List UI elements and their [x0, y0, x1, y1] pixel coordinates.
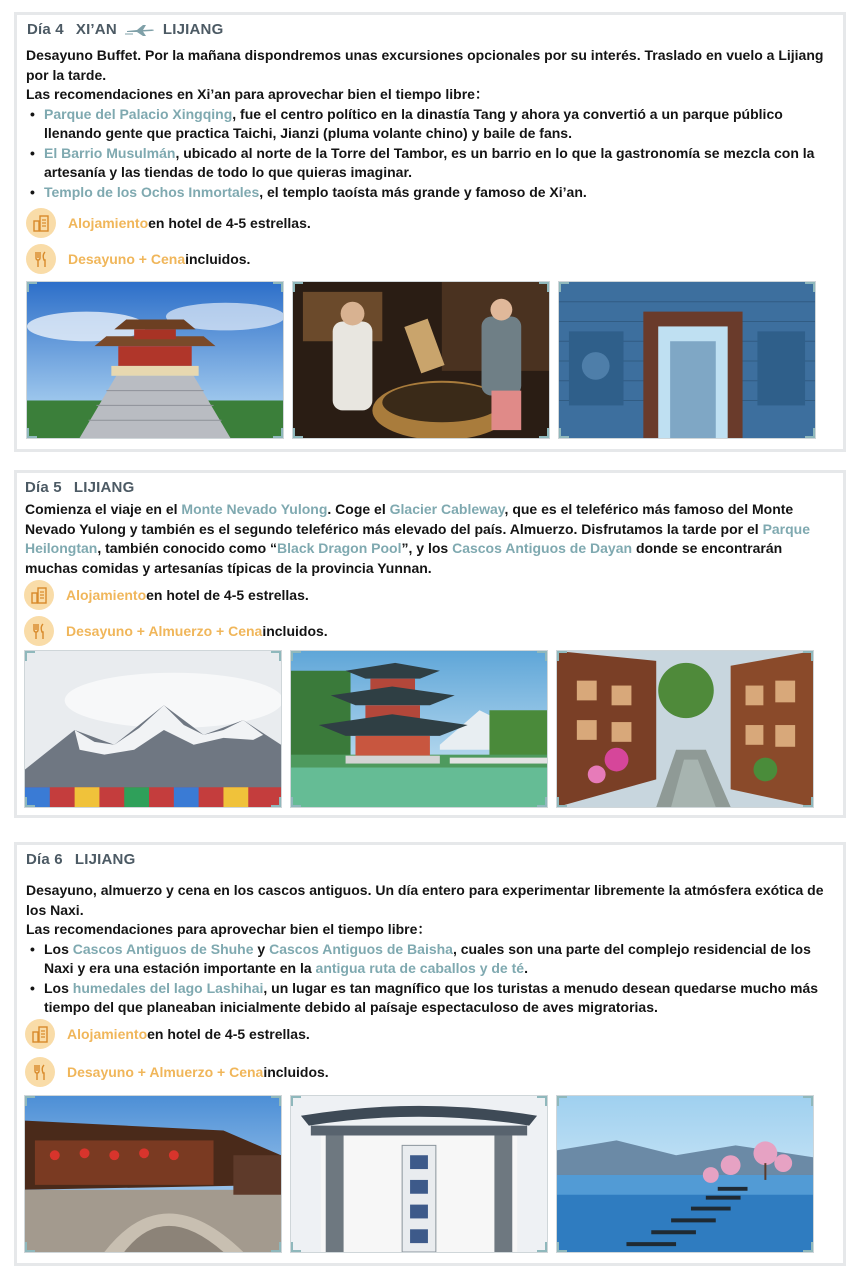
meals-row [24, 616, 328, 646]
meals-text: incluidos. [263, 1064, 329, 1080]
day-5-title [25, 479, 142, 496]
photo-muslim-quarter [292, 281, 550, 439]
photo-shuhe-old-town [24, 1095, 282, 1253]
day-6-card [14, 842, 846, 1266]
city: LIJIANG [73, 479, 135, 496]
place-link[interactable]: Glacier Cableway [389, 501, 505, 517]
place-link[interactable]: Parque Heilongtan [25, 520, 811, 556]
day-4-rec-list [26, 105, 831, 203]
hotel-building-icon [25, 1019, 55, 1049]
day-5-description: Comienza el viaje en el Monte Nevado Yulong. Coge el Glacier Cableway, que es el teleférico más famoso del Monte Nevado Yulong y también es el segundo teleférico más elevado del país. Almuerzo. Disfrutamos la tarde por el Parque Heilongtan, también conocido como “Black Dragon Pool”, y los Cascos Antiguos de Dayan donde se encontrarán muchas comidas y artesanías típicas de la provincia Yunnan. [25, 501, 811, 576]
day-5-photos [24, 650, 814, 808]
day-4-photos [26, 281, 816, 439]
place-link[interactable]: Monte Nevado Yulong [181, 501, 328, 517]
lodging-row [24, 580, 309, 610]
day-number: Día 5 [25, 479, 62, 496]
day-6-rec-list [26, 940, 831, 1018]
meals-label: Desayuno + Almuerzo + Cena [66, 623, 263, 639]
fork-knife-icon [25, 1057, 55, 1087]
city-from: XI’AN [75, 21, 117, 38]
day-4-title [27, 21, 231, 38]
place-link[interactable]: El Barrio Musulmán [44, 144, 176, 161]
lodging-text: en hotel de 4-5 estrellas. [147, 1026, 310, 1042]
place-link[interactable]: antigua ruta de caballos y de té [315, 960, 525, 976]
meals-row [26, 244, 250, 274]
photo-lashihai-lake [556, 1095, 814, 1253]
city-to: LIJIANG [162, 21, 224, 38]
day-6-photos [24, 1095, 814, 1253]
meals-row [25, 1057, 329, 1087]
photo-yulong-snow-mountain [24, 650, 282, 808]
list-item: • Templo de los Ochos Inmortales, el templo taoísta más grande y famoso de Xi’an. [26, 183, 831, 203]
lodging-label: Alojamiento [66, 587, 147, 603]
day-6-rec-title: Las recomendaciones para aprovechar bien el tiempo libre： [26, 921, 432, 937]
photo-eight-immortals-temple [558, 281, 816, 439]
list-item: • Los humedales del lago Lashihai, un lugar es tan magnífico que los turistas a menudo desean quedarse mucho más tiempo del que planeaban inicialmente debido al paísaje espectaculoso de aves migratorias. [26, 979, 831, 1018]
day-5-card [14, 470, 846, 818]
meals-text: incluidos. [262, 623, 328, 639]
place-link[interactable]: Templo de los Ochos Inmortales [44, 183, 260, 200]
day-number: Día 4 [27, 21, 64, 38]
day-4-intro: Desayuno Buffet. Por la mañana dispondremos unas excursiones opcionales por su interés. Traslado en vuelo a Lijiang por la tarde. [26, 47, 824, 83]
day-number: Día 6 [26, 851, 63, 868]
place-link[interactable]: Cascos Antiguos de Shuhe [72, 940, 254, 957]
day-6-intro: Desayuno, almuerzo y cena en los cascos antiguos. Un día entero para experimentar libremente la atmósfera exótica de los Naxi. [26, 882, 824, 918]
lodging-row [25, 1019, 310, 1049]
place-link[interactable]: Black Dragon Pool [277, 540, 402, 556]
photo-dayan-old-town [556, 650, 814, 808]
fork-knife-icon [24, 616, 54, 646]
place-link[interactable]: Parque del Palacio Xingqing [44, 105, 233, 122]
city: LIJIANG [74, 851, 136, 868]
photo-baisha-gate [290, 1095, 548, 1253]
day-4-description [26, 46, 831, 202]
lodging-label: Alojamiento [67, 1026, 148, 1042]
list-item: • El Barrio Musulmán, ubicado al norte de la Torre del Tambor, es un barrio en lo que la gastronomía se mezcla con la artesanía y las tiendas de todo lo que quieras imaginar. [26, 144, 831, 183]
photo-black-dragon-pool [290, 650, 548, 808]
place-link[interactable]: Cascos Antiguos de Dayan [452, 540, 633, 556]
day-4-rec-title: Las recomendaciones en Xi’an para aprovechar bien el tiempo libre： [26, 86, 489, 102]
meals-label: Desayuno + Cena [68, 251, 186, 267]
lodging-row [26, 208, 311, 238]
airplane-icon [125, 23, 157, 37]
place-link[interactable]: Cascos Antiguos de Baisha [269, 940, 453, 957]
lodging-label: Alojamiento [68, 215, 149, 231]
list-item: • Parque del Palacio Xingqing, fue el centro político en la dinastía Tang y ahora ya convertió a un parque público llenando gente que practica Taichi, Jianzi (pluma volante chino) y baile de fans. [26, 105, 831, 144]
meals-text: incluidos. [185, 251, 251, 267]
lodging-text: en hotel de 4-5 estrellas. [146, 587, 309, 603]
hotel-building-icon [24, 580, 54, 610]
fork-knife-icon [26, 244, 56, 274]
lodging-text: en hotel de 4-5 estrellas. [148, 215, 311, 231]
hotel-building-icon [26, 208, 56, 238]
list-item: • Los Cascos Antiguos de Shuhe y Cascos Antiguos de Baisha, cuales son una parte del complejo residencial de los Naxi y era una estación importante en la antigua ruta de caballos y de té. [26, 940, 831, 979]
photo-xingqing-palace [26, 281, 284, 439]
day-6-description [26, 881, 831, 1018]
day-6-title [26, 851, 143, 868]
place-link[interactable]: humedales del lago Lashihai [72, 979, 264, 996]
day-4-card [14, 12, 846, 452]
meals-label: Desayuno + Almuerzo + Cena [67, 1064, 264, 1080]
